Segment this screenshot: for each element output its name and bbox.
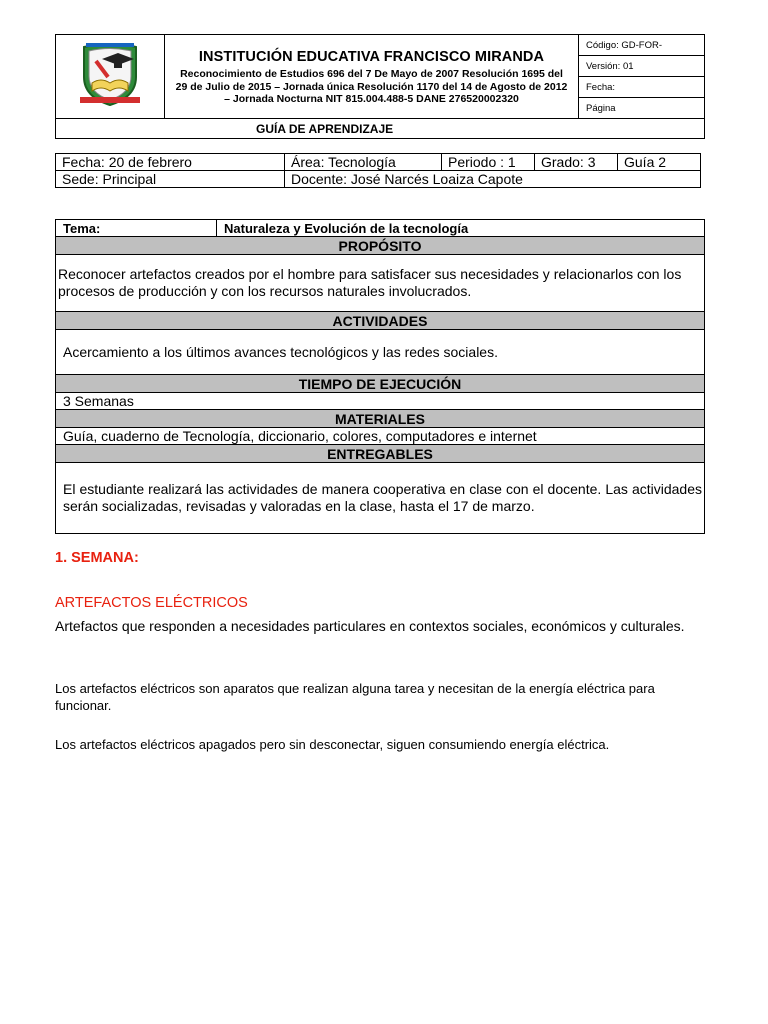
guia-info: Guía 2 bbox=[618, 154, 701, 171]
fecha-cell: Fecha: bbox=[579, 77, 705, 98]
section-heading: ARTEFACTOS ELÉCTRICOS bbox=[55, 595, 248, 611]
info-table bbox=[55, 153, 701, 188]
paragraph-2: Los artefactos eléctricos son aparatos que realizan alguna tarea y necesitan de la energía eléctrica para funcionar. bbox=[55, 681, 655, 713]
version-cell: Versión: 01 bbox=[579, 56, 705, 77]
logo-cell bbox=[56, 35, 165, 119]
header-table bbox=[55, 34, 705, 139]
paragraph-3: Los artefactos eléctricos apagados pero sin desconectar, siguen consumiendo energía eléctrica. bbox=[55, 737, 610, 752]
actividades-heading: ACTIVIDADES bbox=[56, 312, 705, 330]
materiales-text: Guía, cuaderno de Tecnología, diccionario, colores, computadores e internet bbox=[56, 428, 705, 445]
institution-name: INSTITUCIÓN EDUCATIVA FRANCISCO MIRANDA bbox=[198, 49, 545, 66]
pagina-cell: Página bbox=[579, 98, 705, 119]
plan-table bbox=[55, 219, 705, 534]
proposito-text: Reconocer artefactos creados por el hombre para satisfacer sus necesidades y relacionarlos con los procesos de producción y con los recursos naturales involucrados. bbox=[56, 255, 705, 312]
school-shield-logo-icon bbox=[74, 39, 146, 109]
fecha-info: Fecha: 20 de febrero bbox=[56, 154, 285, 171]
area-info: Área: Tecnología bbox=[285, 154, 442, 171]
periodo-info: Periodo : 1 bbox=[442, 154, 535, 171]
docente-info: Docente: José Narcés Loaiza Capote bbox=[285, 171, 701, 188]
institution-subtitle: Reconocimiento de Estudios 696 del 7 De Mayo de 2007 Resolución 1695 del 29 de Julio de 2015 – Jornada única Resolución 1170 del 14 de Agosto de 2012 – Jornada Nocturna NIT 815.004.488-5 DANE 276520002320 bbox=[175, 68, 568, 106]
entregables-text: El estudiante realizará las actividades de manera cooperativa en clase con el docente. Las actividades serán socializadas, revisadas y valoradas en la clase, hasta el 17 de marzo. bbox=[56, 463, 705, 534]
codigo-cell: Código: GD-FOR- bbox=[579, 35, 705, 56]
actividades-text: Acercamiento a los últimos avances tecnológicos y las redes sociales. bbox=[56, 330, 705, 375]
proposito-heading: PROPÓSITO bbox=[56, 237, 705, 255]
semana-heading: 1. SEMANA: bbox=[55, 550, 139, 566]
materiales-heading: MATERIALES bbox=[56, 410, 705, 428]
entregables-heading: ENTREGABLES bbox=[56, 445, 705, 463]
sede-info: Sede: Principal bbox=[56, 171, 285, 188]
guia-title: GUÍA DE APRENDIZAJE bbox=[56, 119, 705, 139]
grado-info: Grado: 3 bbox=[535, 154, 618, 171]
tiempo-heading: TIEMPO DE EJECUCIÓN bbox=[56, 375, 705, 393]
tiempo-text: 3 Semanas bbox=[56, 393, 705, 410]
tema-label: Tema: bbox=[56, 220, 217, 237]
tema-value: Naturaleza y Evolución de la tecnología bbox=[217, 220, 705, 237]
institution-cell bbox=[165, 35, 579, 119]
paragraph-1: Artefactos que responden a necesidades particulares en contextos sociales, económicos y culturales. bbox=[55, 618, 685, 634]
